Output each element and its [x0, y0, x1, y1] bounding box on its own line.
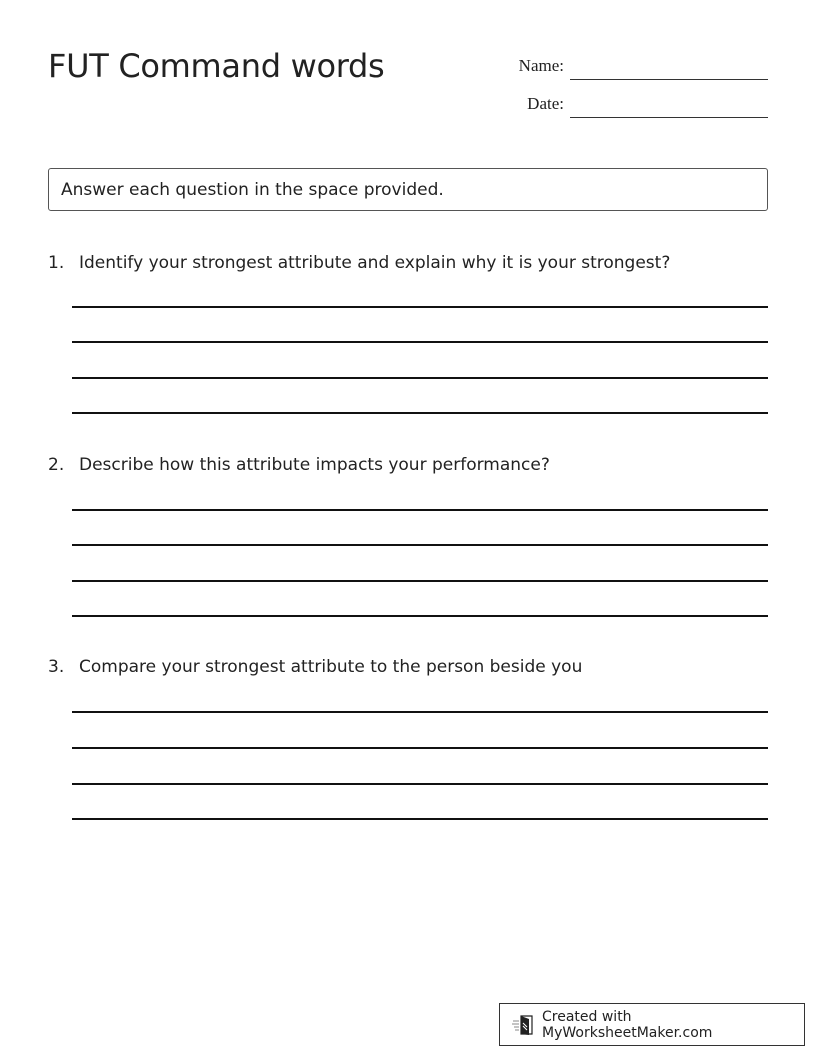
answer-line[interactable]	[72, 377, 768, 379]
question-2	[48, 454, 768, 476]
answer-line[interactable]	[72, 306, 768, 308]
answer-line[interactable]	[72, 580, 768, 582]
date-blank-line[interactable]	[570, 99, 768, 118]
question-prompt	[48, 656, 768, 678]
name-blank-line[interactable]	[570, 61, 768, 80]
question-3	[48, 656, 768, 678]
question-number: 1.	[48, 253, 65, 273]
answer-line[interactable]	[72, 615, 768, 617]
question-1	[48, 252, 768, 274]
instructions-text: Answer each question in the space provided.	[61, 179, 444, 200]
answer-line[interactable]	[72, 341, 768, 343]
date-field	[500, 90, 768, 114]
question-text: Describe how this attribute impacts your performance?	[79, 455, 550, 475]
date-label: Date:	[527, 94, 564, 113]
name-field	[500, 52, 768, 76]
worksheet-logo-icon	[512, 1014, 536, 1036]
answer-line[interactable]	[72, 711, 768, 713]
answer-line[interactable]	[72, 783, 768, 785]
question-text: Compare your strongest attribute to the person beside you	[79, 657, 583, 677]
answer-line[interactable]	[72, 747, 768, 749]
instructions-box	[48, 168, 768, 211]
answer-line[interactable]	[72, 412, 768, 414]
answer-line[interactable]	[72, 544, 768, 546]
question-text: Identify your strongest attribute and explain why it is your strongest?	[79, 253, 671, 273]
answer-line[interactable]	[72, 818, 768, 820]
name-label: Name:	[518, 56, 564, 75]
worksheet-title: FUT Command words	[48, 47, 385, 85]
answer-line[interactable]	[72, 509, 768, 511]
question-number: 2.	[48, 455, 65, 475]
question-number: 3.	[48, 657, 65, 677]
footer-text: Created with MyWorksheetMaker.com	[542, 1008, 713, 1041]
question-prompt	[48, 252, 768, 274]
created-with-badge[interactable]	[499, 1003, 805, 1046]
question-prompt	[48, 454, 768, 476]
